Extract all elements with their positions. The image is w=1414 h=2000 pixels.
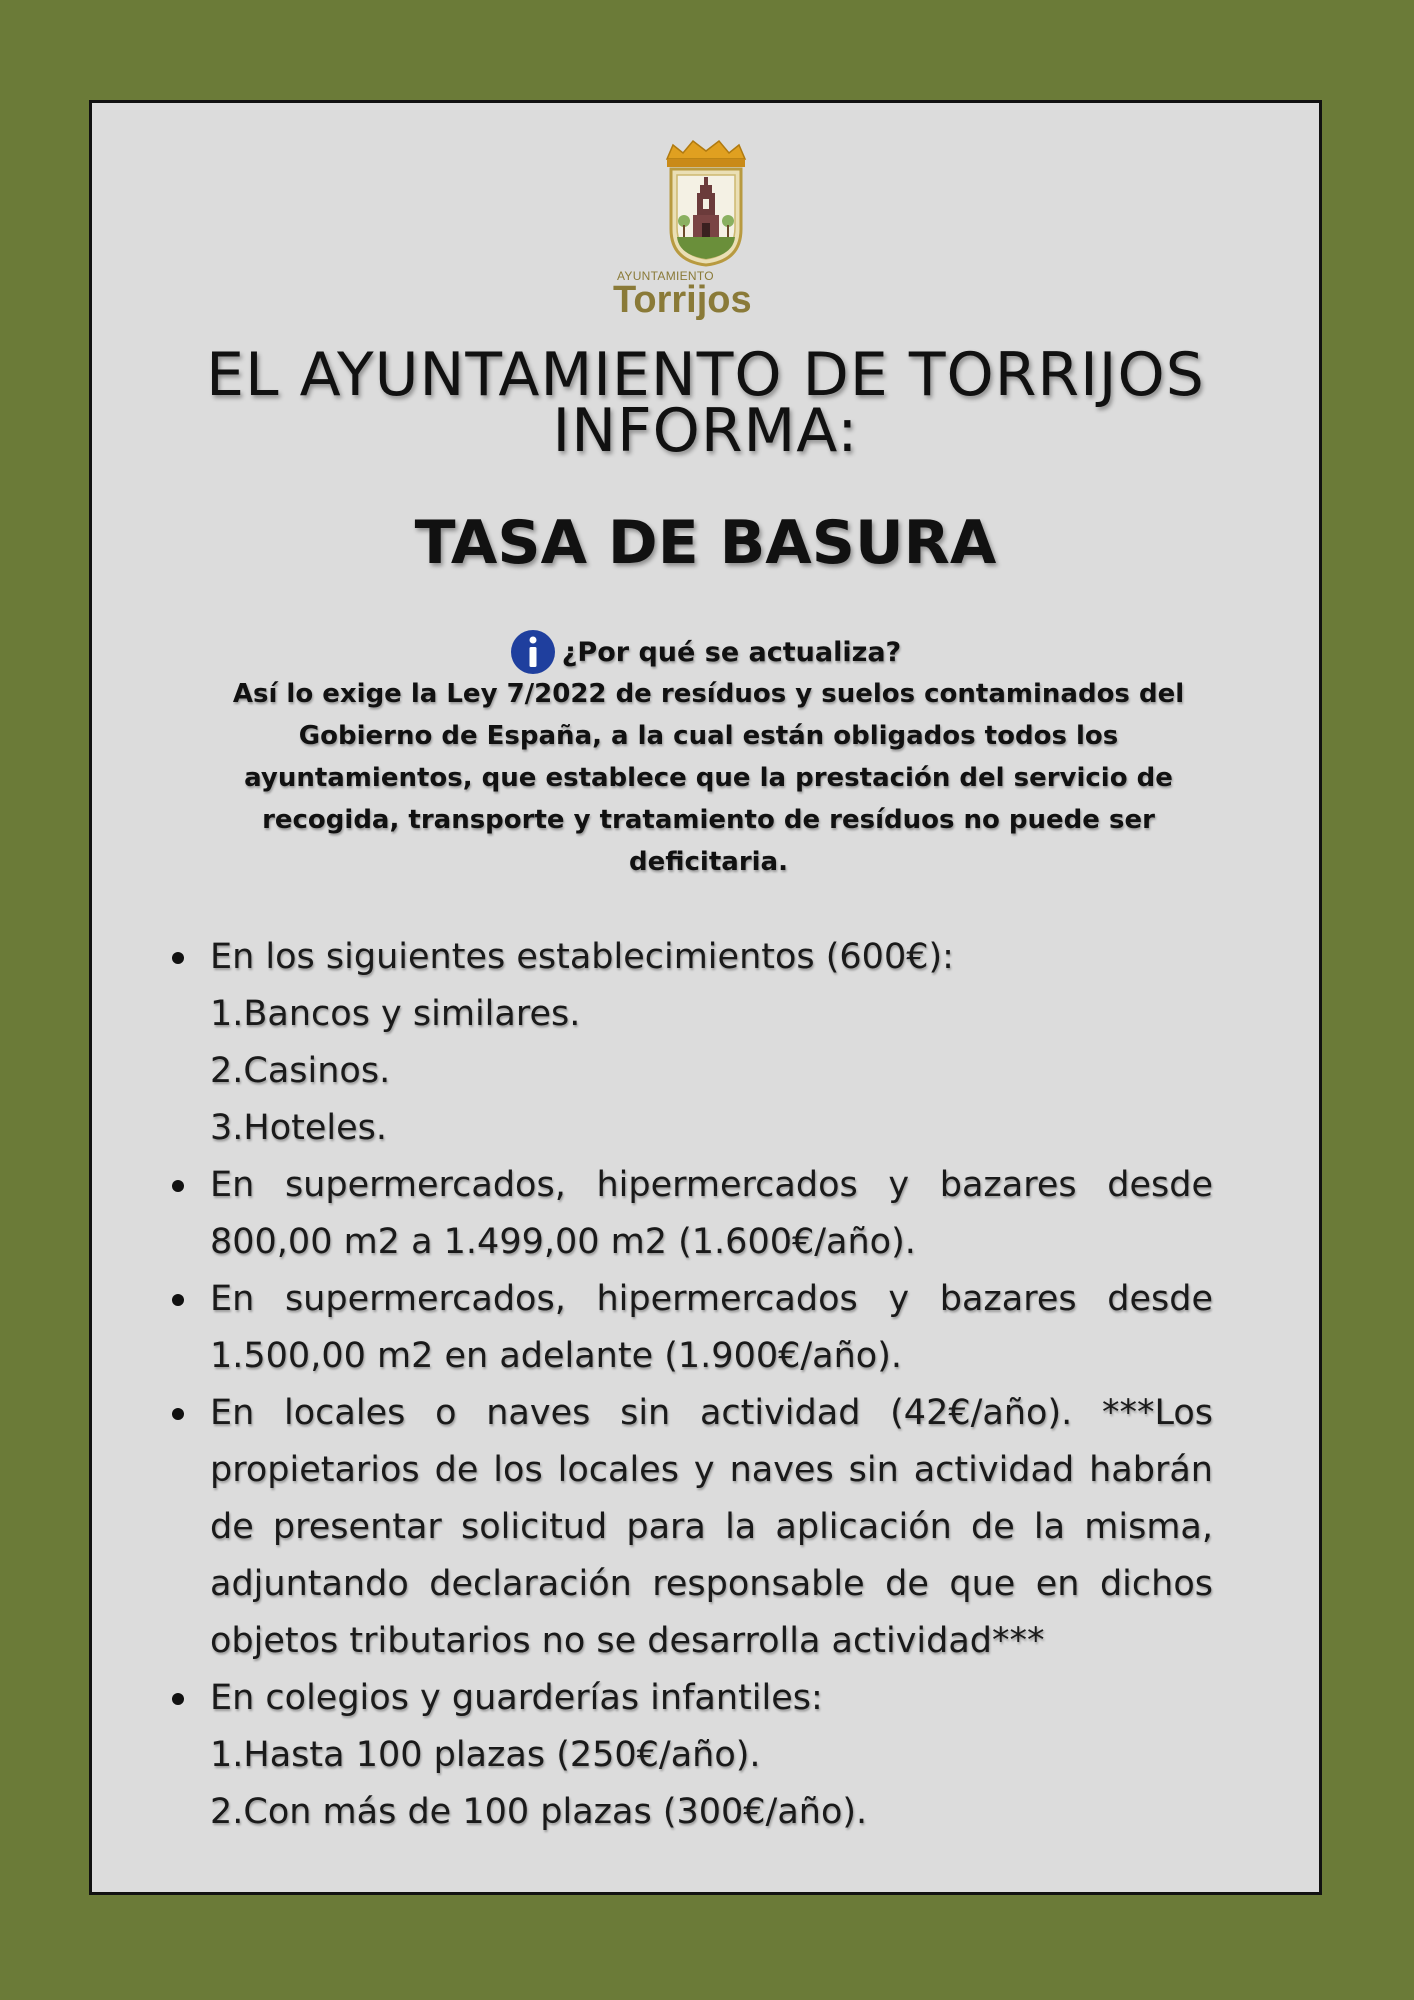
why-section xyxy=(92,629,1319,679)
fee-list xyxy=(210,929,1213,1841)
list-item-text: En supermercados, hipermercados y bazares desde 800,00 m2 a 1.499,00 m2 (1.600€/año). xyxy=(210,1165,1213,1262)
bullet-icon xyxy=(172,1693,184,1705)
sub-item: 1.Bancos y similares. xyxy=(210,994,581,1034)
sub-item: 2.Con más de 100 plazas (300€/año). xyxy=(210,1792,868,1832)
why-question: ¿Por qué se actualiza? xyxy=(561,636,902,668)
heading-line-2: INFORMA: xyxy=(552,396,859,466)
sub-item: 1.Hasta 100 plazas (250€/año). xyxy=(210,1735,761,1775)
logo-title: Torrijos xyxy=(613,279,752,321)
bullet-icon xyxy=(172,1408,184,1420)
info-icon xyxy=(510,629,556,675)
sub-list xyxy=(210,986,1213,1157)
list-item-text: En colegios y guarderías infantiles: xyxy=(210,1678,823,1718)
list-item-text: En supermercados, hipermercados y bazares desde 1.500,00 m2 en adelante (1.900€/año). xyxy=(210,1279,1213,1376)
list-item-text: En locales o naves sin actividad (42€/año). ***Los propietarios de los locales y naves sin actividad habrán de presentar solicitud para la aplicación de la misma, adjuntando declaración responsable de que en dichos objetos tributarios no se desarrolla actividad*** xyxy=(210,1393,1213,1661)
bullet-icon xyxy=(172,952,184,964)
sub-list xyxy=(210,1727,1213,1841)
coat-of-arms-icon xyxy=(661,137,751,267)
torrijos-coat-of-arms xyxy=(92,137,1319,267)
list-item xyxy=(210,929,1213,1157)
list-item xyxy=(210,1670,1213,1841)
page-heading xyxy=(92,340,1319,466)
sub-item: 2.Casinos. xyxy=(210,1051,391,1091)
notice-panel xyxy=(89,100,1322,1895)
heading-line-1: EL AYUNTAMIENTO DE TORRIJOS xyxy=(206,340,1205,410)
bullet-icon xyxy=(172,1180,184,1192)
list-item xyxy=(210,1157,1213,1271)
list-item-text: En los siguientes establecimientos (600€): xyxy=(210,937,954,977)
why-answer: Así lo exige la Ley 7/2022 de resíduos y suelos contaminados del Gobierno de España, a la cual están obligados todos los ayuntamientos, que establece que la prestación del servicio de recogida, transporte y tratamiento de resíduos no puede ser deficitaria. xyxy=(232,679,1185,877)
sub-item: 3.Hoteles. xyxy=(210,1108,387,1148)
bullet-icon xyxy=(172,1294,184,1306)
page-title: TASA DE BASURA xyxy=(414,508,997,578)
logo-subtitle: AYUNTAMIENTO xyxy=(617,269,714,283)
list-item xyxy=(210,1385,1213,1670)
list-item xyxy=(210,1271,1213,1385)
